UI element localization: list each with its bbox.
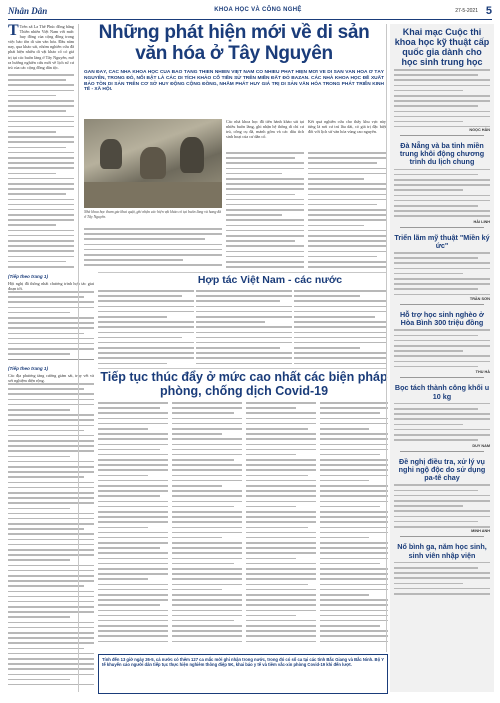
rail-divider bbox=[400, 451, 484, 452]
section-divider bbox=[98, 368, 386, 369]
issue-date: 27-5-2021 bbox=[455, 8, 478, 14]
sidebox-lines bbox=[8, 383, 94, 687]
sidebox-text: Các địa phương tăng cường giám sát, truy vết và xét nghiệm diện rộng. bbox=[8, 373, 94, 383]
photo-figure bbox=[100, 139, 122, 169]
rail-item[interactable] bbox=[394, 458, 490, 538]
photo-caption: Nhà khoa học tham gia khai quật, ghi nhận các hiện vật khảo cổ tại buôn làng và hang đá ở Tây Nguyên. bbox=[84, 210, 222, 219]
rail-item-title[interactable]: Đề nghị điều tra, xử lý vụ nghi ngộ độc do sử dụng pa-tê chay bbox=[398, 456, 486, 483]
sub-story-lines bbox=[196, 290, 292, 366]
photo-figure bbox=[180, 137, 204, 173]
main-body-text: Kết quả nghiên cứu cho thấy khu vực này từng là nơi cư trú lâu dài, có giá trị đặc biệt đối với lịch sử văn hóa vùng cao nguyên. bbox=[308, 119, 386, 135]
covid-lines bbox=[172, 402, 242, 648]
rail-item[interactable] bbox=[394, 543, 490, 601]
rail-item-title[interactable]: Triển lãm mỹ thuật "Miền ký ức" bbox=[394, 232, 490, 250]
rail-item[interactable] bbox=[394, 384, 490, 451]
main-sapo: GẦN ĐÂY, CÁC NHÀ KHOA HỌC CỦA BẢO TÀNG THIÊN NHIÊN VIỆT NAM CÓ NHIỀU PHÁT HIỆN MỚI VỀ DI SẢN VĂN HÓA Ở TÂY NGUYÊN, TRONG ĐÓ, NỔI BẬT LÀ CÁC DI TÍCH KHẢO CỔ TIỀN SỬ TRÊN MIỀN ĐẤT ĐỎ BAZAN. CÁC NHÀ KHOA HỌC ĐỀ XUẤT BẢO TỒN DI SẢN TRÊN CƠ SỞ HUY ĐỘNG CỘNG ĐỒNG, NHẰM PHÁT HUY GIÁ TRỊ DI SẢN VĂN HÓA TRONG PHÁT TRIỂN KINH TẾ - XÃ HỘI. bbox=[84, 70, 384, 93]
rail-divider bbox=[400, 377, 484, 378]
rail-divider bbox=[400, 227, 484, 228]
rail-item-lines bbox=[394, 329, 490, 369]
sidebox-left-2 bbox=[8, 366, 94, 692]
rail-item-title[interactable]: Hỗ trợ học sinh nghèo ở Hòa Bình 300 triệu đồng bbox=[399, 310, 485, 328]
section-name: KHOA HỌC VÀ CÔNG NGHỆ bbox=[214, 7, 302, 13]
main-body-lines bbox=[226, 152, 304, 270]
main-body-text: Các nhà khoa học đã tiến hành khảo sát tại nhiều buôn làng, ghi nhận hệ thống di chỉ cư trú, công cụ đá, mảnh gốm và các dấu tích sinh hoạt của cư dân cổ. bbox=[226, 119, 304, 140]
rail-item-byline: HẢI LINH bbox=[473, 219, 490, 224]
caption-body-lines bbox=[84, 228, 222, 270]
rail-divider bbox=[400, 135, 484, 136]
lead-text: Trên xã La Thế Phúc đồng bằng Thiên nhiên Việt Nam với mức huy đông của cộng đồng trong việc bảo tồn di sản văn hóa. Đầu năm nay, qua khảo sát, nhóm nghiên cứu đã phát hiện nhiều di vật khảo cổ có giá trị tại các buôn làng ở Tây Nguyên, mở ra hướng nghiên cứu mới về lịch sử cư trú của các cộng đồng dân tộc. bbox=[8, 24, 74, 70]
main-body-lines bbox=[308, 152, 386, 270]
sub-headline[interactable]: Hợp tác Việt Nam - các nước bbox=[197, 274, 343, 286]
rail-item-byline: NGỌC HÂN bbox=[469, 128, 490, 132]
lead-column-continued bbox=[8, 74, 74, 270]
covid-lines bbox=[98, 402, 168, 648]
rail-item-byline: TRẦN SƠN bbox=[469, 297, 490, 302]
covid-lines bbox=[246, 402, 316, 648]
page-number: 5 bbox=[485, 5, 492, 17]
rail-item-title[interactable]: Bọc tách thành công khối u 10 kg bbox=[394, 383, 490, 401]
rail-item-lines bbox=[394, 252, 490, 296]
rail-item[interactable] bbox=[394, 142, 490, 228]
sidebox-label: (Tiếp theo trang 1) bbox=[8, 274, 48, 279]
rail-item-title[interactable]: Nổ bình ga, năm học sinh, sinh viên nhập viện bbox=[397, 542, 487, 560]
sub-story-lines bbox=[98, 290, 194, 366]
main-headline[interactable]: Những phát hiện mới về di sản văn hóa ở Tây Nguyên bbox=[98, 22, 370, 64]
paper-name: Nhân Dân bbox=[8, 6, 48, 16]
news-rail bbox=[390, 24, 494, 692]
covid-headline[interactable]: Tiếp tục thúc đẩy ở mức cao nhất các biện pháp phòng, chống dịch Covid-19 bbox=[100, 370, 388, 398]
main-photo bbox=[84, 119, 222, 208]
rail-item[interactable] bbox=[394, 234, 490, 305]
sidebox-left-1 bbox=[8, 274, 94, 360]
sub-story-lines bbox=[294, 290, 386, 366]
rail-divider bbox=[400, 536, 484, 537]
rail-item-lines bbox=[394, 403, 490, 443]
rail-item-byline: MINH ANH bbox=[471, 529, 490, 534]
rail-item-lines bbox=[394, 69, 490, 127]
rail-item-title[interactable]: Khai mạc Cuộc thi khoa học kỹ thuật cấp quốc gia dành cho học sinh trung học bbox=[394, 27, 490, 67]
rail-item-byline: THU HÀ bbox=[475, 370, 490, 375]
section-divider bbox=[98, 272, 386, 273]
rail-item-byline: DUY NAM bbox=[472, 443, 490, 448]
rail-item[interactable] bbox=[394, 311, 490, 378]
column-divider bbox=[386, 24, 387, 652]
covid-lines bbox=[320, 402, 388, 648]
rail-item-lines bbox=[394, 169, 490, 219]
column-divider bbox=[78, 24, 79, 692]
rail-item-lines bbox=[394, 562, 490, 602]
sidebox-text: Hội nghị đã thống nhất chương trình hợp tác giai đoạn tới. bbox=[8, 281, 94, 291]
rail-item[interactable] bbox=[394, 27, 490, 136]
rail-divider bbox=[400, 304, 484, 305]
photo-ground bbox=[84, 182, 222, 208]
sidebox-lines bbox=[8, 291, 94, 357]
rail-item-lines bbox=[394, 484, 490, 528]
photo-figure bbox=[140, 147, 166, 179]
sidebox-label: (Tiếp theo trang 1) bbox=[8, 366, 48, 371]
dropcap: T bbox=[8, 24, 19, 39]
masthead bbox=[8, 6, 492, 20]
covid-note-box: Tính đến 13 giờ ngày 26-5, cả nước có thêm 127 ca mắc mới ghi nhận trong nước, trong đó có số ca tại các tỉnh Bắc Giang và Bắc Ninh. Bộ Y tế khuyến cáo người dân tiếp tục thực hiện nghiêm thông điệp 5K, khai báo y tế và tiêm vắc-xin phòng Covid-19 khi đến lượt. bbox=[98, 654, 388, 694]
rail-item-title[interactable]: Đà Nẵng và ba tỉnh miền trung khôi động chương trình du lịch chung bbox=[399, 141, 485, 167]
